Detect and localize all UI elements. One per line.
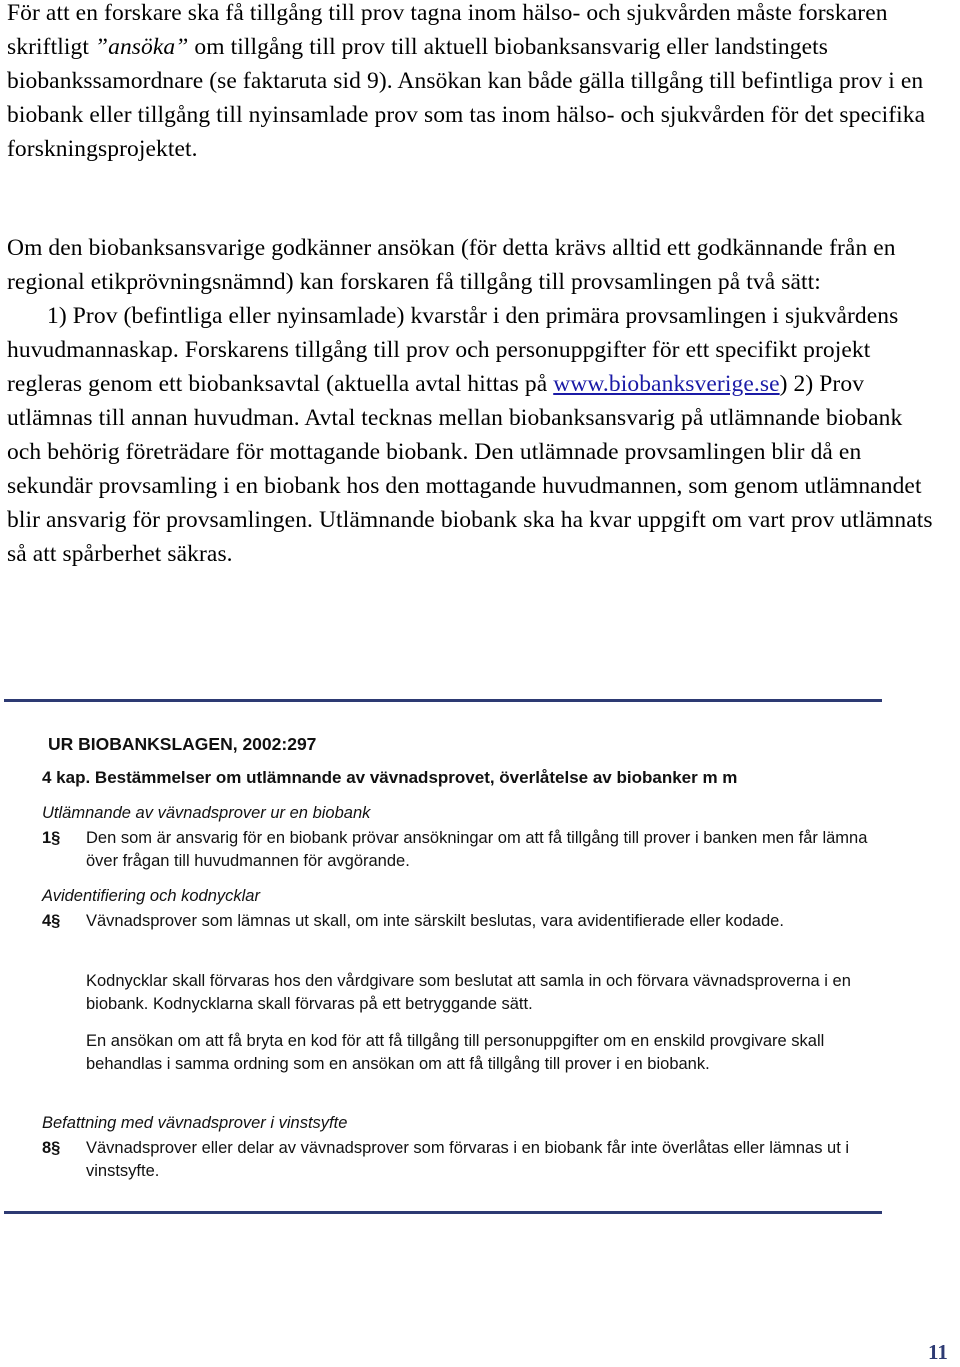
section-heading-utlamnande: Utlämnande av vävnadsprover ur en biobank bbox=[42, 804, 371, 822]
biobanksverige-link[interactable]: www.biobanksverige.se bbox=[553, 371, 780, 397]
intro-text-start: För att en forskare ska få tillgång till prov tagna inom hälso- och sjukvården måste forskaren skriftligt bbox=[7, 0, 888, 60]
intro-text-end: om tillgång till prov till aktuell biobanksansvarig eller landstingets biobankssamordnare (se faktaruta sid 9). Ansökan kan både gälla tillgång till befintliga prov i en biobank eller tillgång till nyinsamlade prov som tas inom hälso- och sjukvården för det specifika forskningsprojektet. bbox=[7, 34, 926, 162]
access-intro: Om den biobanksansvarige godkänner ansökan (för detta krävs alltid ett godkännande från en regional etikprövningsnämnd) kan forskaren få tillgång till provsamlingen på två sätt: bbox=[7, 235, 896, 295]
page-number: 11 bbox=[928, 1340, 948, 1364]
access-options-text-end: ) 2) Prov utlämnas till annan huvudman. Avtal tecknas mellan biobanksansvarig på utlämnande biobank och behörig företrädare för mottagande biobank. Den utlämnade provsamlingen blir då en sekundär provsamling i en biobank hos den mottagande huvudmannen, som genom utlämnandet blir ansvarig för provsamlingen. Utlämnande biobank ska ha kvar uppgift om vart prov utlämnats så att spårberhet säkras. bbox=[7, 371, 933, 567]
intro-emphasis: ”ansöka” bbox=[94, 34, 189, 60]
section-number: 8§ bbox=[42, 1139, 61, 1157]
section-4 bbox=[42, 910, 892, 956]
section-heading-avidentifiering: Avidentifiering och kodnycklar bbox=[42, 887, 260, 905]
section-number: 4§ bbox=[42, 912, 61, 930]
intro-paragraph bbox=[7, 0, 942, 166]
access-options-text: 1) Prov (befintliga eller nyinsamlade) kvarstår i den primära provsamlingen i sjukvårdens huvudmannaskap. Forskarens tillgång till prov och personuppgifter för ett specifikt projekt regleras genom ett biobanksavtal (aktuella avtal hittas på bbox=[7, 303, 899, 397]
section-8 bbox=[42, 1137, 892, 1183]
section-number: 1§ bbox=[42, 829, 61, 847]
chapter-heading: 4 kap. Bestämmelser om utlämnande av vävnadsprovet, överlåtelse av biobanker m m bbox=[42, 768, 738, 787]
access-paragraph bbox=[7, 231, 942, 571]
section-text: Vävnadsprover som lämnas ut skall, om inte särskilt beslutas, vara avidentifierade eller kodade. bbox=[86, 912, 784, 930]
section-4-paragraph-3: En ansökan om att få bryta en kod för att få tillgång till personuppgifter om en enskild provgivare skall behandlas i samma ordning som en ansökan om att få tillgång till prover i en biobank. bbox=[86, 1032, 825, 1073]
section-4-paragraph-2: Kodnycklar skall förvaras hos den vårdgivare som beslutat att samla in och förvara vävnadsproverna i en biobank. Kodnycklarna skall förvaras på ett betryggande sätt. bbox=[86, 972, 851, 1013]
section-heading-vinstsyfte: Befattning med vävnadsprover i vinstsyfte bbox=[42, 1114, 348, 1132]
box-bottom-rule bbox=[4, 1211, 882, 1214]
box-top-rule bbox=[4, 699, 882, 702]
section-text: Den som är ansvarig för en biobank prövar ansökningar om att få tillgång till prover i banken men får lämna över frågan till huvudmannen för avgörande. bbox=[86, 829, 868, 870]
section-text: Vävnadsprover eller delar av vävnadsprover som förvaras i en biobank får inte överlåtas eller lämnas ut i vinstsyfte. bbox=[86, 1139, 850, 1180]
law-box-title: UR BIOBANKSLAGEN, 2002:297 bbox=[48, 734, 317, 754]
section-1 bbox=[42, 827, 892, 873]
